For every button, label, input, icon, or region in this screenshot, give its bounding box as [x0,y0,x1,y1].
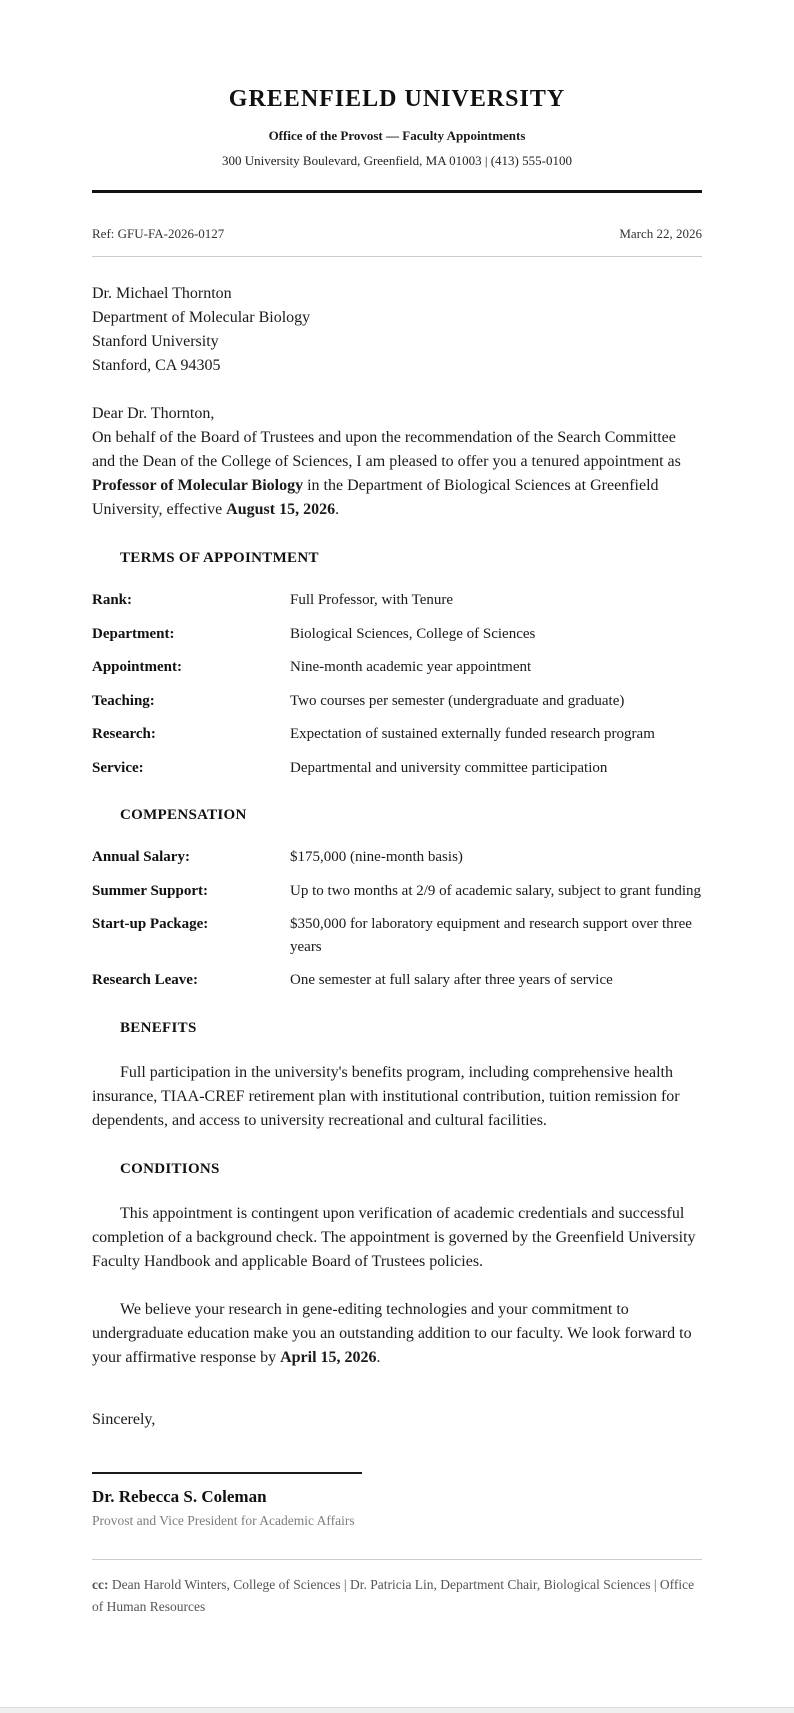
signature-line [92,1472,362,1474]
table-row-teaching [92,690,702,713]
closing-remarks-end: . [376,1348,381,1366]
row-value: $175,000 (nine-month basis) [290,849,463,865]
row-label: Annual Salary: [92,849,190,865]
recipient-name: Dr. Michael Thornton [92,285,232,302]
terms-section-heading: TERMS OF APPOINTMENT [120,550,319,566]
reference-row [92,226,702,257]
terms-table [92,589,702,779]
closing-remarks-paragraph [92,1298,702,1370]
university-name: GREENFIELD UNIVERSITY [228,86,566,112]
closing-remarks-text: We believe your research in gene-editing technologies and your commitment to undergraduate education make you an outstanding addition to our faculty. We look forward to your affirmative response by [92,1300,692,1366]
conditions-paragraph: This appointment is contingent upon verification of academic credentials and successful completion of a background check. The appointment is governed by the Greenfield University Faculty Handbook and applicable Board of Trustees policies. [92,1204,696,1270]
table-row-research [92,723,702,746]
benefits-paragraph: Full participation in the university's benefits program, including comprehensive health insurance, TIAA-CREF retirement plan with institutional contribution, tuition remission for dependents, and access to university recreational and cultural facilities. [92,1063,680,1129]
letter-date: March 22, 2026 [619,226,702,241]
offered-position: Professor of Molecular Biology [92,477,304,494]
table-row-startup-package [92,913,702,958]
opening-paragraph [92,402,702,522]
recipient-institution: Stanford University [92,333,219,350]
table-row-service [92,757,702,780]
table-row-annual-salary [92,846,702,869]
row-label: Research Leave: [92,972,198,988]
recipient-department: Department of Molecular Biology [92,309,311,326]
valediction: Sincerely, [92,1410,156,1428]
cc-recipients: Dean Harold Winters, College of Sciences | Dr. Patricia Lin, Department Chair, Biological Sciences | Office of Human Resources [92,1576,695,1615]
row-label: Service: [92,759,144,776]
row-value: $350,000 for laboratory equipment and research support over three years [290,916,692,955]
signer-name: Dr. Rebecca S. Coleman [92,1486,267,1506]
page-bottom-edge [0,1707,794,1713]
cc-line [92,1574,702,1620]
row-value: Expectation of sustained externally funded research program [290,726,655,742]
conditions-section-heading: CONDITIONS [120,1160,220,1177]
row-label: Start-up Package: [92,916,209,932]
row-label: Summer Support: [92,882,208,899]
letterhead-divider [92,190,702,193]
table-row-summer-support [92,880,702,903]
row-label: Teaching: [92,692,155,709]
address-line: 300 University Boulevard, Greenfield, MA 01003 | (413) 555-0100 [222,153,572,168]
letterhead [92,86,702,169]
compensation-section-heading: COMPENSATION [120,807,247,823]
row-value: Two courses per semester (undergraduate and graduate) [290,692,625,709]
row-value: One semester at full salary after three years of service [290,972,613,988]
row-value: Biological Sciences, College of Sciences [290,625,536,642]
reference-number: Ref: GFU-FA-2026-0127 [92,226,225,241]
intro-text-pre: On behalf of the Board of Trustees and upon the recommendation of the Search Committee and the Dean of the College of Sciences, I am pleased to offer you a tenured appointment as [92,429,681,470]
row-value: Up to two months at 2/9 of academic salary, subject to grant funding [290,882,702,899]
benefits-section-heading: BENEFITS [120,1019,197,1036]
compensation-table [92,846,702,992]
cc-label: cc: [92,1576,109,1592]
intro-text-end: . [335,501,340,518]
recipient-address-block [92,282,702,378]
recipient-city-state-zip: Stanford, CA 94305 [92,357,221,374]
table-row-department [92,623,702,646]
start-date: August 15, 2026 [226,501,336,518]
office-line: Office of the Provost — Faculty Appointments [268,128,526,143]
row-value: Departmental and university committee participation [290,759,608,776]
row-label: Department: [92,625,175,642]
response-deadline: April 15, 2026 [280,1348,377,1366]
intro-text-mid: in the Department of Biological Sciences at Greenfield University, effective [92,477,659,518]
row-value: Full Professor, with Tenure [290,592,454,608]
table-row-research-leave [92,969,702,992]
row-label: Research: [92,726,156,742]
table-row-rank [92,589,702,612]
cc-divider [92,1559,702,1560]
row-value: Nine-month academic year appointment [290,659,532,675]
row-label: Appointment: [92,659,183,675]
salutation: Dear Dr. Thornton, [92,405,215,422]
table-row-appointment [92,656,702,679]
row-label: Rank: [92,592,133,608]
signer-title: Provost and Vice President for Academic Affairs [92,1512,355,1528]
